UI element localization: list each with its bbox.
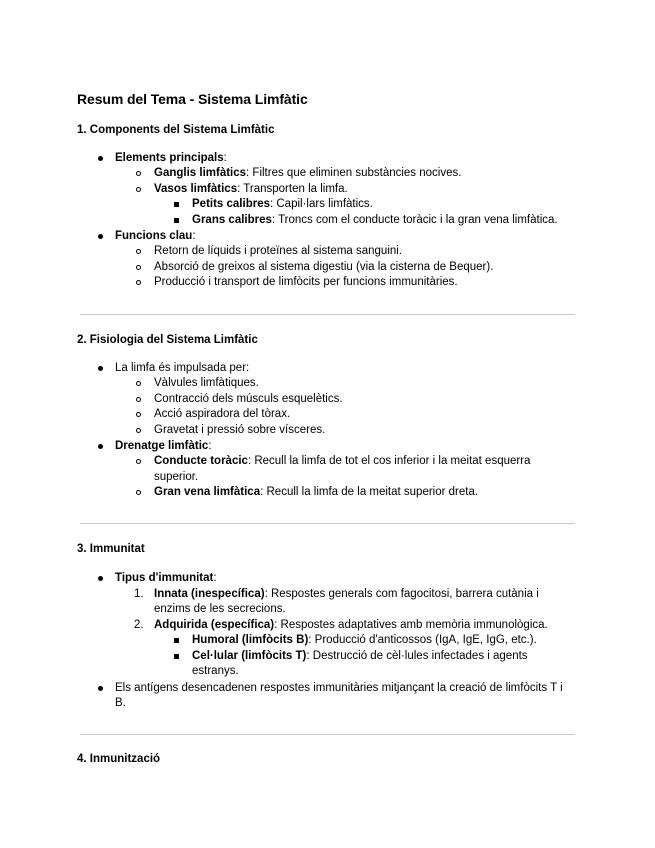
list-item-continuation: enzims de les secrecions.	[154, 603, 286, 615]
list-item: Absorció de greixos al sistema digestiu (via la cisterna de Bequer).	[154, 261, 494, 273]
list-item: Conducte toràcic: Recull la limfa de tot el cos inferior i la meitat esquerra	[154, 455, 531, 467]
list-item-continuation: B.	[115, 697, 126, 709]
section-divider	[80, 523, 575, 524]
bullet-circle	[136, 265, 141, 270]
list-item: Cel·lular (limfòcits T): Destrucció de cèl·lules infectades i agents	[192, 650, 528, 662]
section-2-heading: 2. Fisiologia del Sistema Limfàtic	[77, 334, 258, 346]
list-item: Gran vena limfàtica: Recull la limfa de la meitat superior dreta.	[154, 486, 479, 498]
list-item: Contracció dels músculs esquelètics.	[154, 393, 343, 405]
list-item: La limfa és impulsada per:	[115, 362, 250, 374]
list-number: 1.	[134, 588, 144, 600]
section-divider	[80, 314, 575, 315]
bullet-circle	[136, 171, 141, 176]
bullet-circle	[136, 249, 141, 254]
section-1-heading: 1. Components del Sistema Limfàtic	[77, 124, 275, 136]
list-item: Grans calibres: Troncs com el conducte toràcic i la gran vena limfàtica.	[192, 214, 558, 226]
bullet-disc	[98, 686, 103, 691]
bullet-circle	[136, 490, 141, 495]
list-item: Retorn de líquids i proteïnes al sistema sanguini.	[154, 245, 403, 257]
list-item: Funcions clau:	[115, 230, 196, 242]
section-divider	[80, 734, 575, 735]
list-item: Els antígens desencadenen respostes immunitàries mitjançant la creació de limfòcits T i	[115, 682, 563, 694]
bullet-circle	[136, 412, 141, 417]
list-item-continuation: superior.	[154, 471, 199, 483]
list-item: Petits calibres: Capil·lars limfàtics.	[192, 198, 373, 210]
bullet-square	[174, 218, 179, 223]
list-item: Vàlvules limfàtiques.	[154, 377, 259, 389]
list-item: Vasos limfàtics: Transporten la limfa.	[154, 183, 348, 195]
list-item: Producció i transport de limfòcits per funcions immunitàries.	[154, 276, 458, 288]
bullet-circle	[136, 428, 141, 433]
bullet-circle	[136, 459, 141, 464]
list-item: Drenatge limfàtic:	[115, 440, 212, 452]
bullet-disc	[98, 366, 103, 371]
bullet-square	[174, 638, 179, 643]
bullet-circle	[136, 187, 141, 192]
list-item: Gravetat i pressió sobre vísceres.	[154, 424, 326, 436]
bullet-square	[174, 654, 179, 659]
list-item: Humoral (limfòcits B): Producció d'anticossos (IgA, IgE, IgG, etc.).	[192, 634, 537, 646]
bullet-circle	[136, 280, 141, 285]
section-3-heading: 3. Immunitat	[77, 543, 145, 555]
list-item: Innata (inespecífica): Respostes generals com fagocitosi, barrera cutània i	[154, 588, 539, 600]
list-item: Elements principals:	[115, 152, 227, 164]
list-number: 2.	[134, 619, 144, 631]
bullet-square	[174, 202, 179, 207]
section-4-heading: 4. Inmunització	[77, 753, 161, 765]
list-item-continuation: estranys.	[192, 665, 239, 677]
bullet-disc	[98, 576, 103, 581]
bullet-circle	[136, 381, 141, 386]
list-item: Tipus d'immunitat:	[115, 572, 217, 584]
bullet-disc	[98, 156, 103, 161]
document-title: Resum del Tema - Sistema Limfàtic	[77, 91, 308, 107]
bullet-disc	[98, 444, 103, 449]
list-item: Acció aspiradora del tòrax.	[154, 408, 291, 420]
bullet-circle	[136, 397, 141, 402]
list-item: Ganglis limfàtics: Filtres que eliminen substàncies nocives.	[154, 167, 462, 179]
bullet-disc	[98, 234, 103, 239]
list-item: Adquirida (específica): Respostes adaptatives amb memòria immunològica.	[154, 619, 548, 631]
